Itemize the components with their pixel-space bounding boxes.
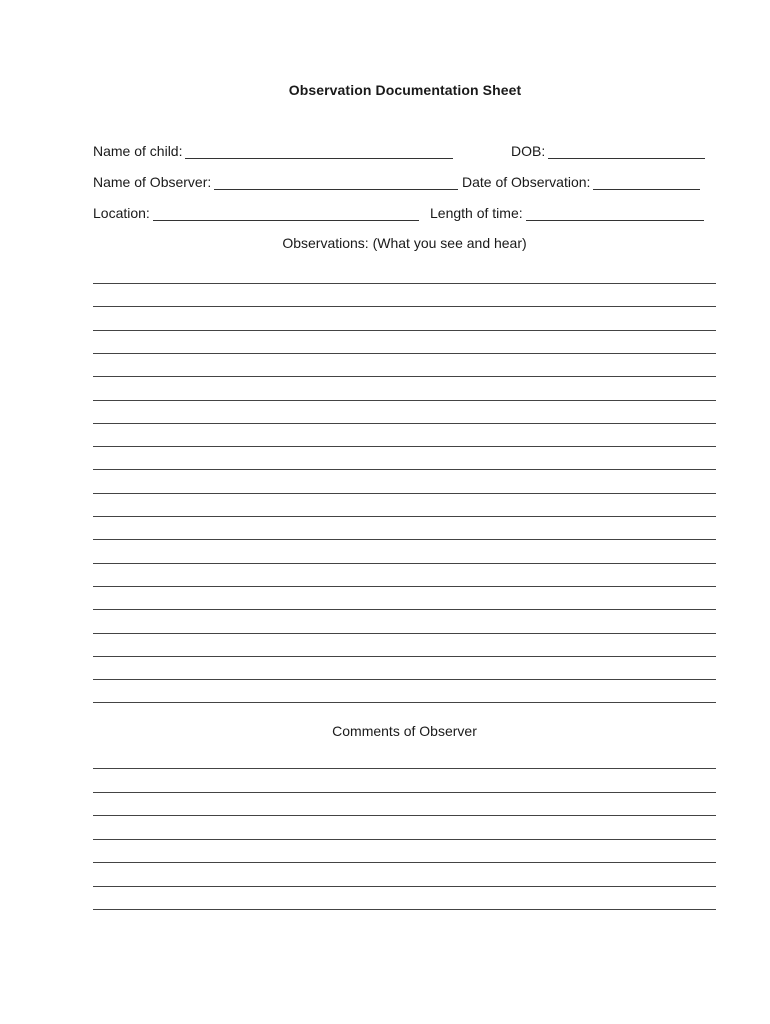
length-of-time-field[interactable] — [430, 205, 704, 221]
observation-line[interactable] — [93, 539, 716, 540]
observation-line[interactable] — [93, 469, 716, 470]
location-field[interactable] — [93, 205, 419, 221]
dob-label: DOB: — [511, 143, 546, 159]
observation-line[interactable] — [93, 353, 716, 354]
observation-line[interactable] — [93, 306, 716, 307]
observation-line[interactable] — [93, 656, 716, 657]
comments-heading: Comments of Observer — [332, 723, 477, 739]
page-title: Observation Documentation Sheet — [288, 82, 522, 98]
observation-line[interactable] — [93, 633, 716, 634]
row-child-dob — [93, 143, 716, 163]
comment-line[interactable] — [93, 886, 716, 887]
observation-line[interactable] — [93, 446, 716, 447]
observation-date-label: Date of Observation: — [462, 174, 591, 190]
observer-name-blank[interactable] — [214, 176, 458, 190]
observation-line[interactable] — [93, 283, 716, 284]
observer-name-field[interactable] — [93, 174, 458, 190]
comment-line[interactable] — [93, 909, 716, 910]
child-name-blank[interactable] — [185, 145, 453, 159]
observation-date-field[interactable] — [462, 174, 700, 190]
location-label: Location: — [93, 205, 150, 221]
observation-line[interactable] — [93, 563, 716, 564]
observations-heading: Observations: (What you see and hear) — [282, 235, 527, 251]
location-blank[interactable] — [153, 207, 419, 221]
length-of-time-label: Length of time: — [430, 205, 523, 221]
comment-line[interactable] — [93, 839, 716, 840]
observation-line[interactable] — [93, 376, 716, 377]
observation-line[interactable] — [93, 330, 716, 331]
comment-line[interactable] — [93, 792, 716, 793]
observation-date-blank[interactable] — [593, 176, 700, 190]
observation-line[interactable] — [93, 400, 716, 401]
row-location-length — [93, 205, 716, 225]
observation-line[interactable] — [93, 609, 716, 610]
observation-line[interactable] — [93, 702, 716, 703]
comment-line[interactable] — [93, 768, 716, 769]
row-observer-date — [93, 174, 716, 194]
observation-line[interactable] — [93, 679, 716, 680]
observer-name-label: Name of Observer: — [93, 174, 212, 190]
comment-line[interactable] — [93, 815, 716, 816]
length-of-time-blank[interactable] — [526, 207, 704, 221]
dob-field[interactable] — [511, 143, 705, 159]
comment-line[interactable] — [93, 862, 716, 863]
observation-line[interactable] — [93, 423, 716, 424]
child-name-field[interactable] — [93, 143, 453, 159]
dob-blank[interactable] — [548, 145, 705, 159]
observation-line[interactable] — [93, 493, 716, 494]
observation-line[interactable] — [93, 586, 716, 587]
observation-line[interactable] — [93, 516, 716, 517]
child-name-label: Name of child: — [93, 143, 183, 159]
